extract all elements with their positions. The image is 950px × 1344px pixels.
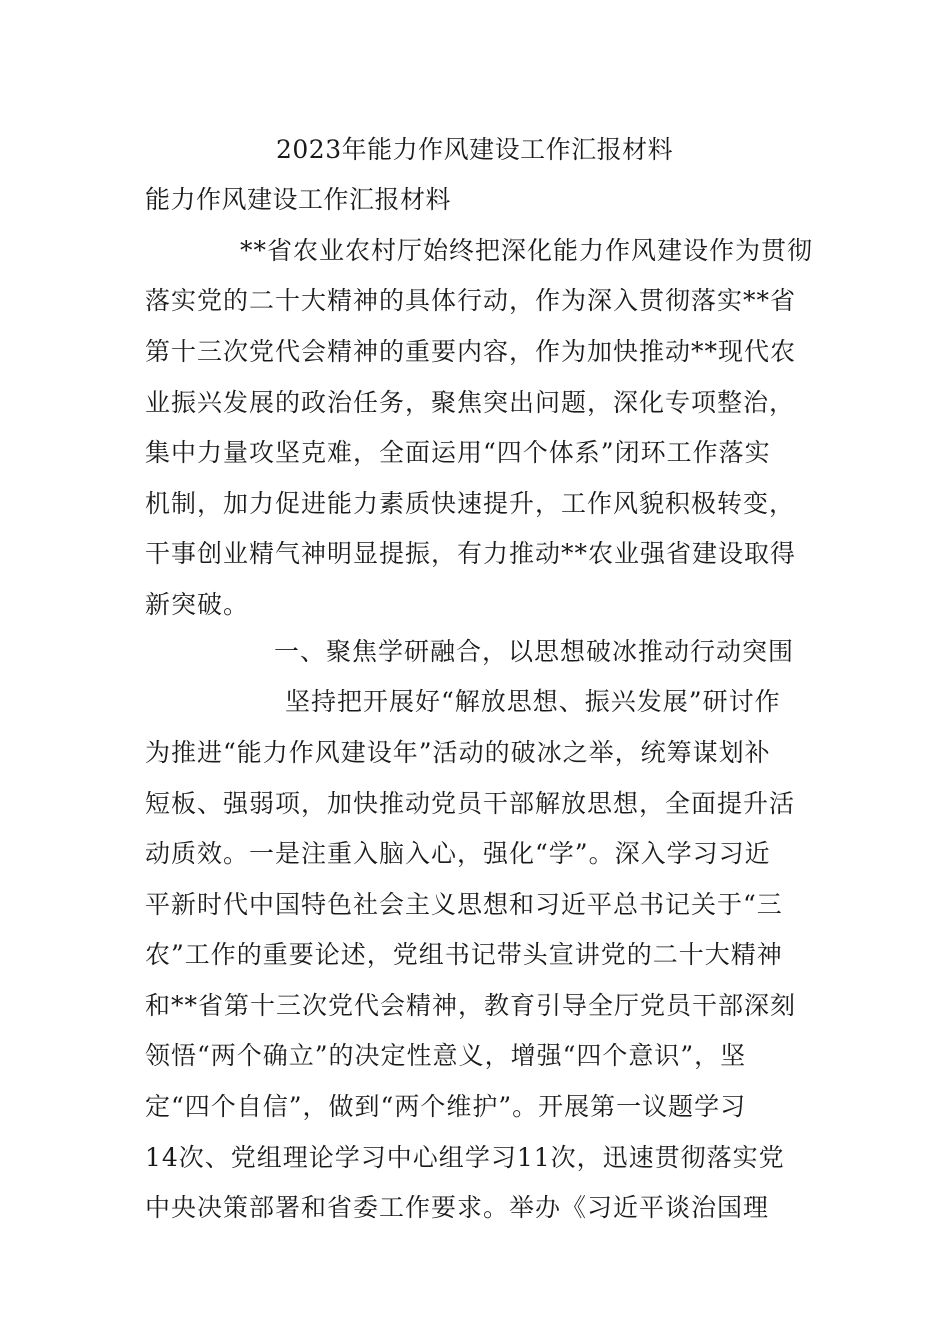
paragraph-2-line: 为推进“能力作风建设年”活动的破冰之举，统筹谋划补 bbox=[145, 738, 771, 767]
paragraph-1-line: 干事创业精气神明显提振，有力推动**农业强省建设取得 bbox=[145, 539, 797, 568]
paragraph-2-line: 坚持把开展好“解放思想、振兴发展”研讨作 bbox=[285, 687, 781, 716]
paragraph-1-line: 第十三次党代会精神的重要内容，作为加快推动**现代农 bbox=[145, 337, 797, 366]
paragraph-1-line: **省农业农村厅始终把深化能力作风建设作为贯彻 bbox=[240, 236, 814, 265]
document-subtitle: 能力作风建设工作汇报材料 bbox=[145, 185, 452, 214]
paragraph-1-line: 业振兴发展的政治任务，聚焦突出问题，深化专项整治， bbox=[145, 388, 796, 417]
paragraph-2-line: 动质效。一是注重入脑入心，强化“学”。深入学习习近 bbox=[145, 839, 771, 868]
paragraph-2-line: 中央决策部署和省委工作要求。举办《习近平谈治国理 bbox=[145, 1193, 770, 1222]
paragraph-2-line: 农”工作的重要论述，党组书记带头宣讲党的二十大精神 bbox=[145, 940, 783, 969]
paragraph-2-line: 平新时代中国特色社会主义思想和习近平总书记关于“三 bbox=[145, 890, 783, 919]
paragraph-2-line: 和**省第十三次党代会精神，教育引导全厅党员干部深刻 bbox=[145, 991, 797, 1020]
paragraph-2-line: 领悟“两个确立”的决定性意义，增强“四个意识”，坚 bbox=[145, 1041, 747, 1070]
document-title: 2023年能力作风建设工作汇报材料 bbox=[276, 135, 674, 164]
paragraph-2-line: 14次、党组理论学习中心组学习11次，迅速贯彻落实党 bbox=[145, 1143, 785, 1172]
paragraph-1-line: 集中力量攻坚克难，全面运用“四个体系”闭环工作落实 bbox=[145, 438, 771, 467]
paragraph-1-line: 落实党的二十大精神的具体行动，作为深入贯彻落实**省 bbox=[145, 286, 797, 315]
section-heading: 一、聚焦学研融合，以思想破冰推动行动突围 bbox=[274, 637, 795, 666]
paragraph-1-line: 新突破。 bbox=[145, 590, 250, 619]
paragraph-1-line: 机制，加力促进能力素质快速提升，工作风貌积极转变， bbox=[145, 489, 796, 518]
paragraph-2-line: 定“四个自信”，做到“两个维护”。开展第一议题学习 bbox=[145, 1092, 747, 1121]
paragraph-2-line: 短板、强弱项，加快推动党员干部解放思想，全面提升活 bbox=[145, 789, 796, 818]
